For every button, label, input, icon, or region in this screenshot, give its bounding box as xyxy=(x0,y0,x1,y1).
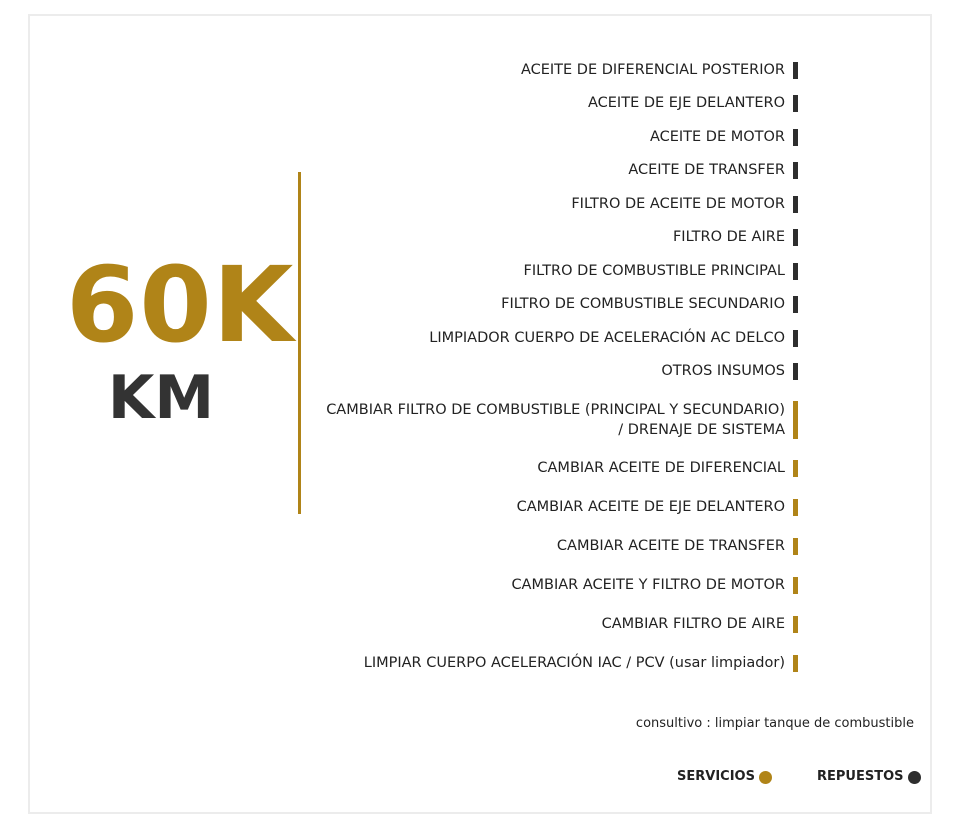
advisory-note: consultivo : limpiar tanque de combustible xyxy=(635,716,914,731)
servicio-marker xyxy=(793,616,798,633)
list-item-label: ACEITE DE TRANSFER xyxy=(628,162,785,178)
list-item-label: CAMBIAR ACEITE DE DIFERENCIAL xyxy=(537,460,785,476)
legend-servicios xyxy=(677,767,772,787)
servicio-marker xyxy=(793,655,798,672)
repuesto-marker xyxy=(793,263,798,280)
repuestos-dot-icon xyxy=(908,771,921,784)
repuesto-marker xyxy=(793,363,798,380)
list-item-label: OTROS INSUMOS xyxy=(661,363,785,379)
list-item xyxy=(320,497,798,517)
list-item-label: FILTRO DE COMBUSTIBLE PRINCIPAL xyxy=(523,263,785,279)
list-item-label: FILTRO DE COMBUSTIBLE SECUNDARIO xyxy=(501,296,785,312)
list-item-label: CAMBIAR ACEITE Y FILTRO DE MOTOR xyxy=(511,577,785,593)
servicio-marker xyxy=(793,538,798,555)
legend-repuestos xyxy=(817,767,921,787)
list-item xyxy=(320,361,798,381)
list-item xyxy=(320,194,798,214)
servicio-marker xyxy=(793,460,798,477)
repuesto-marker xyxy=(793,296,798,313)
list-item-label: FILTRO DE ACEITE DE MOTOR xyxy=(571,196,785,212)
repuesto-marker xyxy=(793,129,798,146)
mileage-value: 60K xyxy=(66,244,295,366)
legend-repuestos-label: REPUESTOS xyxy=(817,769,904,784)
repuesto-marker xyxy=(793,229,798,246)
repuesto-marker xyxy=(793,162,798,179)
list-item-label: LIMPIADOR CUERPO DE ACELERACIÓN AC DELCO xyxy=(429,330,785,346)
list-item-label: LIMPIAR CUERPO ACELERACIÓN IAC / PCV (usar limpiador) xyxy=(363,655,785,671)
repuesto-marker xyxy=(793,330,798,347)
servicio-marker xyxy=(793,577,798,594)
list-item-label: CAMBIAR ACEITE DE EJE DELANTERO xyxy=(516,499,785,515)
list-item xyxy=(320,261,798,281)
legend-servicios-label: SERVICIOS xyxy=(677,769,755,784)
list-item xyxy=(320,536,798,556)
list-item xyxy=(320,60,798,80)
list-item xyxy=(320,575,798,595)
list-item-label: ACEITE DE MOTOR xyxy=(649,129,785,145)
servicio-marker xyxy=(793,401,798,439)
list-item xyxy=(320,294,798,314)
repuesto-marker xyxy=(793,95,798,112)
servicio-marker xyxy=(793,499,798,516)
list-item-label: CAMBIAR ACEITE DE TRANSFER xyxy=(556,538,785,554)
repuesto-marker xyxy=(793,196,798,213)
repuesto-marker xyxy=(793,62,798,79)
mileage-unit: KM xyxy=(107,363,215,433)
list-item-label: FILTRO DE AIRE xyxy=(672,229,785,245)
list-item-label: ACEITE DE DIFERENCIAL POSTERIOR xyxy=(520,62,785,78)
list-item-label: CAMBIAR FILTRO DE COMBUSTIBLE (PRINCIPAL Y SECUNDARIO) / DRENAJE DE SISTEMA xyxy=(326,402,785,438)
list-item xyxy=(320,328,798,348)
list-item xyxy=(320,614,798,634)
list-item xyxy=(320,227,798,247)
servicios-dot-icon xyxy=(759,771,772,784)
list-item xyxy=(320,653,798,673)
list-item-label: ACEITE DE EJE DELANTERO xyxy=(587,95,785,111)
list-item xyxy=(320,93,798,113)
list-item xyxy=(320,400,798,440)
list-item xyxy=(320,458,798,478)
list-item xyxy=(320,160,798,180)
list-item-label: CAMBIAR FILTRO DE AIRE xyxy=(601,616,785,632)
list-item xyxy=(320,127,798,147)
vertical-divider xyxy=(298,172,301,514)
